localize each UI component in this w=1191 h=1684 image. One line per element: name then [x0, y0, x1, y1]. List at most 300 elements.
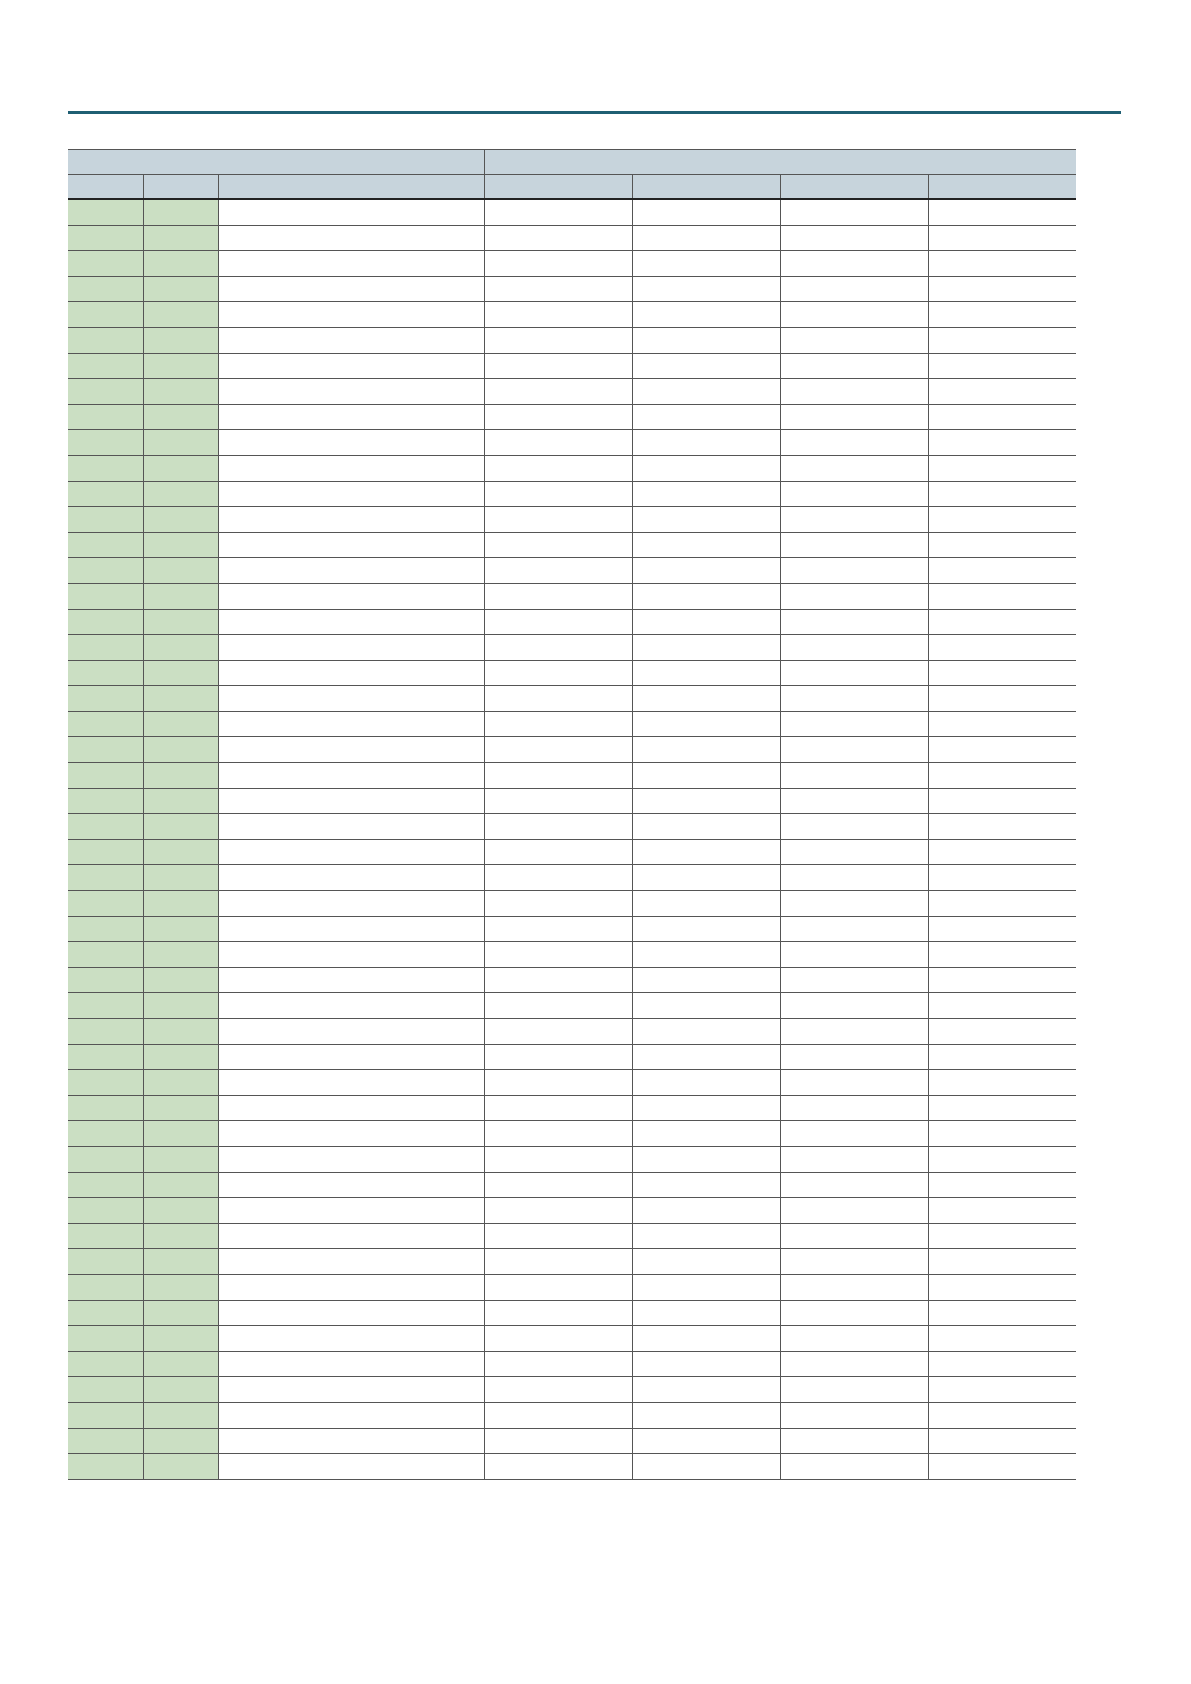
- table-cell: [68, 814, 143, 840]
- table-cell: [68, 891, 143, 917]
- table-cell: [68, 1198, 143, 1224]
- table-cell: [928, 1454, 1076, 1480]
- table-cell: [780, 1146, 928, 1172]
- table-cell: [143, 379, 218, 405]
- table-cell: [218, 1274, 484, 1300]
- table-cell: [218, 1351, 484, 1377]
- table-cell: [68, 353, 143, 379]
- table-cell: [928, 1249, 1076, 1275]
- table-cell: [780, 1274, 928, 1300]
- table-cell: [143, 635, 218, 661]
- table-cell: [484, 891, 632, 917]
- table-cell: [484, 302, 632, 328]
- table-cell: [780, 302, 928, 328]
- table-cell: [780, 430, 928, 456]
- table-cell: [218, 379, 484, 405]
- table-cell: [632, 942, 780, 968]
- table-cell: [632, 1095, 780, 1121]
- table-cell: [218, 199, 484, 225]
- table-cell: [780, 660, 928, 686]
- table-row: [68, 1428, 1076, 1454]
- table-cell: [143, 609, 218, 635]
- table-cell: [928, 1044, 1076, 1070]
- table-cell: [484, 839, 632, 865]
- table-cell: [484, 251, 632, 277]
- table-cell: [780, 1044, 928, 1070]
- table-cell: [632, 1070, 780, 1096]
- table-cell: [484, 763, 632, 789]
- table-cell: [143, 916, 218, 942]
- table-cell: [143, 1146, 218, 1172]
- table-cell: [143, 1274, 218, 1300]
- table-cell: [632, 865, 780, 891]
- header-rule: [68, 111, 1121, 114]
- table-cell: [928, 1095, 1076, 1121]
- table-cell: [68, 507, 143, 533]
- table-cell: [143, 763, 218, 789]
- table-cell: [218, 455, 484, 481]
- table-cell: [143, 686, 218, 712]
- table-cell: [928, 430, 1076, 456]
- table-cell: [68, 327, 143, 353]
- table-cell: [780, 1198, 928, 1224]
- table-cell: [484, 1377, 632, 1403]
- table-cell: [484, 1198, 632, 1224]
- table-cell: [780, 481, 928, 507]
- table-cell: [218, 1044, 484, 1070]
- table-cell: [68, 1070, 143, 1096]
- column-header-row: [68, 175, 1076, 200]
- table-cell: [484, 583, 632, 609]
- table-cell: [218, 1172, 484, 1198]
- table-cell: [218, 865, 484, 891]
- table-cell: [68, 1428, 143, 1454]
- table-cell: [68, 1274, 143, 1300]
- table-cell: [143, 737, 218, 763]
- table-cell: [928, 1351, 1076, 1377]
- table-cell: [484, 1172, 632, 1198]
- table-cell: [143, 1377, 218, 1403]
- table-cell: [632, 635, 780, 661]
- table-cell: [218, 814, 484, 840]
- table-cell: [632, 353, 780, 379]
- table-cell: [218, 635, 484, 661]
- table-cell: [780, 455, 928, 481]
- table-row: [68, 609, 1076, 635]
- table-cell: [928, 609, 1076, 635]
- table-cell: [484, 558, 632, 584]
- table-cell: [68, 865, 143, 891]
- table-cell: [928, 839, 1076, 865]
- table-row: [68, 1351, 1076, 1377]
- table-cell: [928, 455, 1076, 481]
- table-cell: [218, 711, 484, 737]
- table-row: [68, 1146, 1076, 1172]
- table-cell: [632, 788, 780, 814]
- table-cell: [928, 1300, 1076, 1326]
- table-row: [68, 1402, 1076, 1428]
- column-header-2: [143, 175, 218, 200]
- table-cell: [780, 916, 928, 942]
- table-cell: [68, 686, 143, 712]
- table-cell: [780, 1454, 928, 1480]
- table-cell: [780, 967, 928, 993]
- table-cell: [928, 711, 1076, 737]
- table-cell: [632, 1402, 780, 1428]
- table-cell: [218, 225, 484, 251]
- table-cell: [143, 276, 218, 302]
- table-cell: [218, 1146, 484, 1172]
- table-cell: [484, 507, 632, 533]
- table-cell: [143, 993, 218, 1019]
- table-cell: [218, 583, 484, 609]
- table-cell: [780, 686, 928, 712]
- table-cell: [484, 814, 632, 840]
- table-row: [68, 737, 1076, 763]
- table-cell: [780, 1095, 928, 1121]
- table-cell: [68, 1249, 143, 1275]
- table-cell: [68, 1300, 143, 1326]
- table-cell: [632, 583, 780, 609]
- table-cell: [143, 967, 218, 993]
- table-cell: [484, 635, 632, 661]
- table-cell: [928, 251, 1076, 277]
- table-cell: [484, 1326, 632, 1352]
- table-row: [68, 327, 1076, 353]
- table-cell: [218, 1095, 484, 1121]
- table-cell: [928, 763, 1076, 789]
- table-cell: [68, 430, 143, 456]
- table-cell: [218, 302, 484, 328]
- table-cell: [218, 1223, 484, 1249]
- table-cell: [143, 507, 218, 533]
- table-cell: [484, 455, 632, 481]
- table-cell: [143, 1121, 218, 1147]
- table-cell: [218, 788, 484, 814]
- table-cell: [143, 839, 218, 865]
- table-cell: [632, 1019, 780, 1045]
- table-cell: [68, 532, 143, 558]
- table-row: [68, 353, 1076, 379]
- table-cell: [68, 967, 143, 993]
- table-cell: [780, 353, 928, 379]
- table-cell: [632, 814, 780, 840]
- table-cell: [68, 481, 143, 507]
- table-cell: [484, 1095, 632, 1121]
- table-row: [68, 993, 1076, 1019]
- table-cell: [218, 481, 484, 507]
- table-cell: [218, 404, 484, 430]
- table-row: [68, 891, 1076, 917]
- table-cell: [780, 814, 928, 840]
- table-cell: [68, 1095, 143, 1121]
- table-cell: [632, 507, 780, 533]
- table-row: [68, 839, 1076, 865]
- table-cell: [780, 839, 928, 865]
- table-cell: [632, 251, 780, 277]
- table-cell: [143, 1198, 218, 1224]
- table-cell: [780, 404, 928, 430]
- column-header-5: [632, 175, 780, 200]
- table-cell: [143, 455, 218, 481]
- table-cell: [928, 558, 1076, 584]
- table-cell: [68, 1172, 143, 1198]
- table-cell: [143, 1402, 218, 1428]
- table-cell: [143, 788, 218, 814]
- table-cell: [780, 379, 928, 405]
- table-cell: [928, 1019, 1076, 1045]
- table-cell: [780, 1070, 928, 1096]
- table-cell: [68, 276, 143, 302]
- table-cell: [143, 1326, 218, 1352]
- table-cell: [632, 1454, 780, 1480]
- table-cell: [143, 814, 218, 840]
- table-cell: [928, 404, 1076, 430]
- table-cell: [928, 1146, 1076, 1172]
- table-row: [68, 635, 1076, 661]
- table-cell: [143, 891, 218, 917]
- table-cell: [780, 1249, 928, 1275]
- table-row: [68, 1095, 1076, 1121]
- table-cell: [218, 1402, 484, 1428]
- table-row: [68, 942, 1076, 968]
- table-cell: [218, 276, 484, 302]
- table-cell: [484, 1274, 632, 1300]
- table-cell: [143, 1428, 218, 1454]
- table-cell: [484, 916, 632, 942]
- table-cell: [780, 609, 928, 635]
- table-cell: [218, 942, 484, 968]
- table-cell: [780, 1428, 928, 1454]
- table-cell: [143, 1070, 218, 1096]
- table-cell: [143, 327, 218, 353]
- table-row: [68, 1454, 1076, 1480]
- table-row: [68, 251, 1076, 277]
- table-cell: [632, 891, 780, 917]
- table-cell: [68, 583, 143, 609]
- table-cell: [484, 1146, 632, 1172]
- table-cell: [143, 1172, 218, 1198]
- table-cell: [632, 711, 780, 737]
- table-cell: [928, 199, 1076, 225]
- table-row: [68, 507, 1076, 533]
- table-cell: [780, 507, 928, 533]
- table-cell: [780, 1019, 928, 1045]
- table-row: [68, 1377, 1076, 1403]
- table-cell: [632, 763, 780, 789]
- table-cell: [143, 942, 218, 968]
- table-row: [68, 1121, 1076, 1147]
- table-cell: [928, 379, 1076, 405]
- table-cell: [218, 686, 484, 712]
- table-cell: [928, 276, 1076, 302]
- table-cell: [218, 891, 484, 917]
- table-cell: [484, 276, 632, 302]
- table-cell: [218, 839, 484, 865]
- table-cell: [632, 558, 780, 584]
- table-cell: [632, 327, 780, 353]
- table-cell: [780, 1300, 928, 1326]
- table-cell: [143, 1351, 218, 1377]
- table-row: [68, 686, 1076, 712]
- table-cell: [143, 711, 218, 737]
- table-cell: [218, 1326, 484, 1352]
- table-cell: [218, 532, 484, 558]
- table-cell: [632, 199, 780, 225]
- table-cell: [632, 302, 780, 328]
- table-cell: [632, 481, 780, 507]
- table-cell: [780, 635, 928, 661]
- table-cell: [632, 1121, 780, 1147]
- table-cell: [928, 302, 1076, 328]
- table-cell: [143, 302, 218, 328]
- table-cell: [928, 1223, 1076, 1249]
- table-cell: [780, 327, 928, 353]
- table-cell: [632, 1249, 780, 1275]
- table-cell: [484, 481, 632, 507]
- table-cell: [218, 1377, 484, 1403]
- table-cell: [928, 1070, 1076, 1096]
- table-cell: [780, 1223, 928, 1249]
- table-cell: [928, 814, 1076, 840]
- table-cell: [780, 865, 928, 891]
- table-cell: [928, 583, 1076, 609]
- table-cell: [928, 942, 1076, 968]
- table-cell: [218, 993, 484, 1019]
- table-cell: [143, 583, 218, 609]
- table-cell: [68, 1351, 143, 1377]
- table-cell: [928, 737, 1076, 763]
- table-cell: [143, 404, 218, 430]
- table-cell: [928, 1274, 1076, 1300]
- table-cell: [484, 1428, 632, 1454]
- table-cell: [928, 1326, 1076, 1352]
- table-cell: [484, 1249, 632, 1275]
- table-row: [68, 276, 1076, 302]
- table-cell: [484, 430, 632, 456]
- table-cell: [484, 1070, 632, 1096]
- table-cell: [780, 251, 928, 277]
- table-cell: [632, 1198, 780, 1224]
- table-cell: [143, 353, 218, 379]
- table-cell: [143, 1044, 218, 1070]
- table-cell: [218, 558, 484, 584]
- table-row: [68, 404, 1076, 430]
- table-cell: [218, 353, 484, 379]
- table-cell: [928, 788, 1076, 814]
- table-cell: [143, 1454, 218, 1480]
- table-cell: [780, 1402, 928, 1428]
- table-cell: [143, 532, 218, 558]
- group-header-left: [68, 150, 484, 175]
- table-cell: [68, 1402, 143, 1428]
- table-cell: [68, 993, 143, 1019]
- table-cell: [68, 1223, 143, 1249]
- column-header-1: [68, 175, 143, 200]
- table-cell: [484, 737, 632, 763]
- group-header-right: [484, 150, 1076, 175]
- table-cell: [632, 1172, 780, 1198]
- table-cell: [632, 404, 780, 430]
- table-cell: [632, 1351, 780, 1377]
- table-cell: [632, 532, 780, 558]
- table-row: [68, 967, 1076, 993]
- table-cell: [780, 558, 928, 584]
- table-cell: [218, 1070, 484, 1096]
- table-cell: [780, 711, 928, 737]
- table-row: [68, 1249, 1076, 1275]
- table-cell: [218, 967, 484, 993]
- table-row: [68, 1019, 1076, 1045]
- table-cell: [218, 507, 484, 533]
- table-cell: [632, 1223, 780, 1249]
- table-cell: [632, 916, 780, 942]
- table-cell: [780, 199, 928, 225]
- table-cell: [928, 1402, 1076, 1428]
- table-cell: [68, 942, 143, 968]
- column-header-3: [218, 175, 484, 200]
- table-cell: [928, 225, 1076, 251]
- table-cell: [143, 481, 218, 507]
- table-cell: [780, 788, 928, 814]
- column-header-7: [928, 175, 1076, 200]
- table-cell: [68, 455, 143, 481]
- table-cell: [780, 891, 928, 917]
- table-cell: [632, 660, 780, 686]
- table-cell: [484, 225, 632, 251]
- table-cell: [484, 967, 632, 993]
- table-cell: [928, 1121, 1076, 1147]
- table-row: [68, 1300, 1076, 1326]
- table-cell: [143, 225, 218, 251]
- table-cell: [68, 1326, 143, 1352]
- table-cell: [218, 1121, 484, 1147]
- table-cell: [928, 481, 1076, 507]
- table-cell: [143, 1249, 218, 1275]
- table-cell: [68, 1044, 143, 1070]
- table-cell: [632, 1428, 780, 1454]
- table-cell: [780, 763, 928, 789]
- table-row: [68, 199, 1076, 225]
- table-cell: [928, 967, 1076, 993]
- table-cell: [484, 942, 632, 968]
- table-cell: [780, 225, 928, 251]
- table-cell: [484, 1454, 632, 1480]
- table-cell: [484, 1351, 632, 1377]
- table-cell: [928, 993, 1076, 1019]
- table-row: [68, 814, 1076, 840]
- column-header-6: [780, 175, 928, 200]
- table-cell: [68, 839, 143, 865]
- table-cell: [484, 353, 632, 379]
- table-row: [68, 558, 1076, 584]
- table-cell: [143, 430, 218, 456]
- table-cell: [68, 1121, 143, 1147]
- table-cell: [68, 1146, 143, 1172]
- table-cell: [218, 1198, 484, 1224]
- table-cell: [218, 609, 484, 635]
- table-cell: [68, 788, 143, 814]
- table-row: [68, 1223, 1076, 1249]
- table-cell: [68, 737, 143, 763]
- table-cell: [484, 532, 632, 558]
- table-cell: [928, 1172, 1076, 1198]
- table-cell: [68, 225, 143, 251]
- table-row: [68, 763, 1076, 789]
- data-table: [68, 149, 1076, 1480]
- table-cell: [928, 327, 1076, 353]
- table-cell: [928, 1377, 1076, 1403]
